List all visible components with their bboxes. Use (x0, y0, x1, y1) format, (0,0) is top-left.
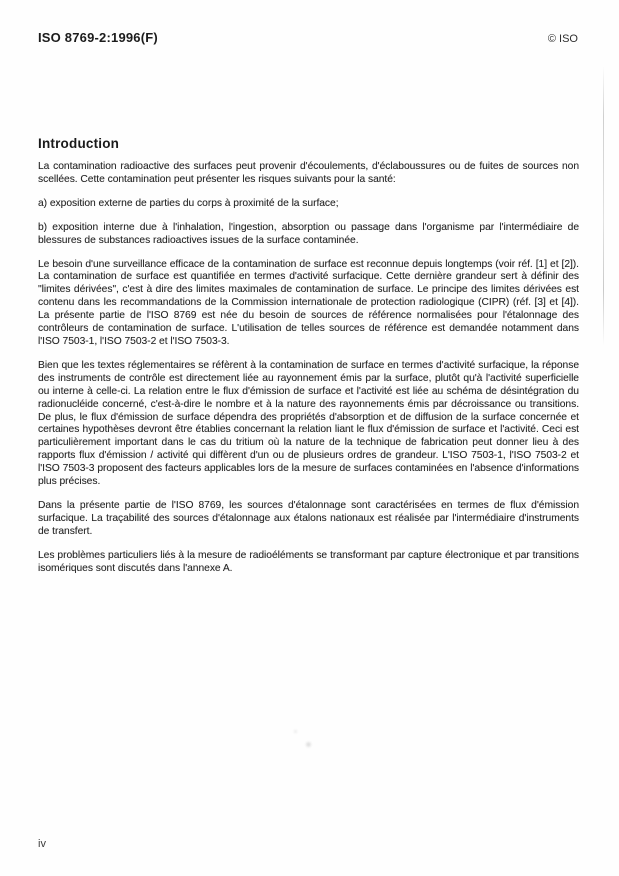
paragraph-surveillance-limites-derivees: Le besoin d'une surveillance efficace de la contamination de surface est reconnue depuis longtemps (voir réf. [1] et [2]). La contamination de surface est quantifiée en termes d'activité surfacique. Cette dernière grandeur sert à définir des "limites dérivées", c'est à dire des limites maximales de contamination de surface. Le principe des limites dérivées est contenu dans les recommandations de la Commission internationale de protection radiologique (CIPR) (réf. [3] et [4]). La présente partie de l'ISO 8769 est née du besoin de sources de référence normalisées pour l'étalonnage des contrôleurs de contamination de surface. L'utilisation de telles sources de référence est demandée notamment dans l'ISO 7503-1, l'ISO 7503-2 et l'ISO 7503-3. (38, 258, 579, 347)
paragraph-contamination-sources: La contamination radioactive des surfaces peut provenir d'écoulements, d'éclaboussures ou de fuites de sources non scellées. Cette contamination peut présenter les risques suivants pour la santé: (38, 161, 579, 185)
scan-speck (294, 730, 297, 733)
list-item-b-exposition-interne: b) exposition interne due à l'inhalation, l'ingestion, absorption ou passage dans l'organisme par l'intermédiaire de blessures de substances radioactives issues de la surface contaminée. (38, 221, 579, 246)
paragraph-flux-emission-activite: Bien que les textes réglementaires se réfèrent à la contamination de surface en termes d'activité surfacique, la réponse des instruments de contrôle est directement liée au rayonnement émis par la surface, plutôt qu'à l'activité superficielle ou interne à celle-ci. La relation entre le flux d'émission de surface et l'activité est liée au schéma de désintégration du radionucléide concerné, c'est-à-dire le nombre et à la nature des rayonnements émis par décroissance ou transitions. De plus, le flux d'émission de surface dépendra des propriétés d'absorption et de diffusion de la surface concernée et certaines hypothèses devront être établies concernant la relation liant le flux d'émission de surface et l'activité. Ceci est particulièrement important dans le cas du tritium où la nature de la technique de fabrication peut donner lieu à des rapports flux d'émission / activité qui diffèrent d'un ou de plusieurs ordres de grandeur. L'ISO 7503-1, l'ISO 7503-2 et l'ISO 7503-3 proposent des facteurs applicables lors de la mesure de surfaces contaminées en l'absence d'informations plus précises. (38, 359, 579, 488)
list-item-a-exposition-externe: a) exposition externe de parties du corps à proximité de la surface; (38, 197, 339, 209)
page-header (38, 30, 578, 45)
copyright-notice: © ISO (547, 33, 578, 45)
page-number: iv (38, 838, 46, 850)
paragraph-tracabilite-etalons: Dans la présente partie de l'ISO 8769, les sources d'étalonnage sont caractérisées en termes de flux d'émission surfacique. La traçabilité des sources d'étalonnage aux étalons nationaux est réalisée par l'intermédiaire d'instruments de transfert. (38, 499, 579, 537)
scan-speck (306, 742, 311, 747)
section-heading-introduction: Introduction (38, 136, 120, 151)
body-text-column (38, 161, 579, 586)
paragraph-annexe-a: Les problèmes particuliers liés à la mesure de radioéléments se transformant par capture électronique et par transitions isomériques sont discutés dans l'annexe A. (38, 549, 579, 574)
scan-artifact-line (603, 66, 604, 346)
document-reference: ISO 8769-2:1996(F) (38, 30, 158, 45)
